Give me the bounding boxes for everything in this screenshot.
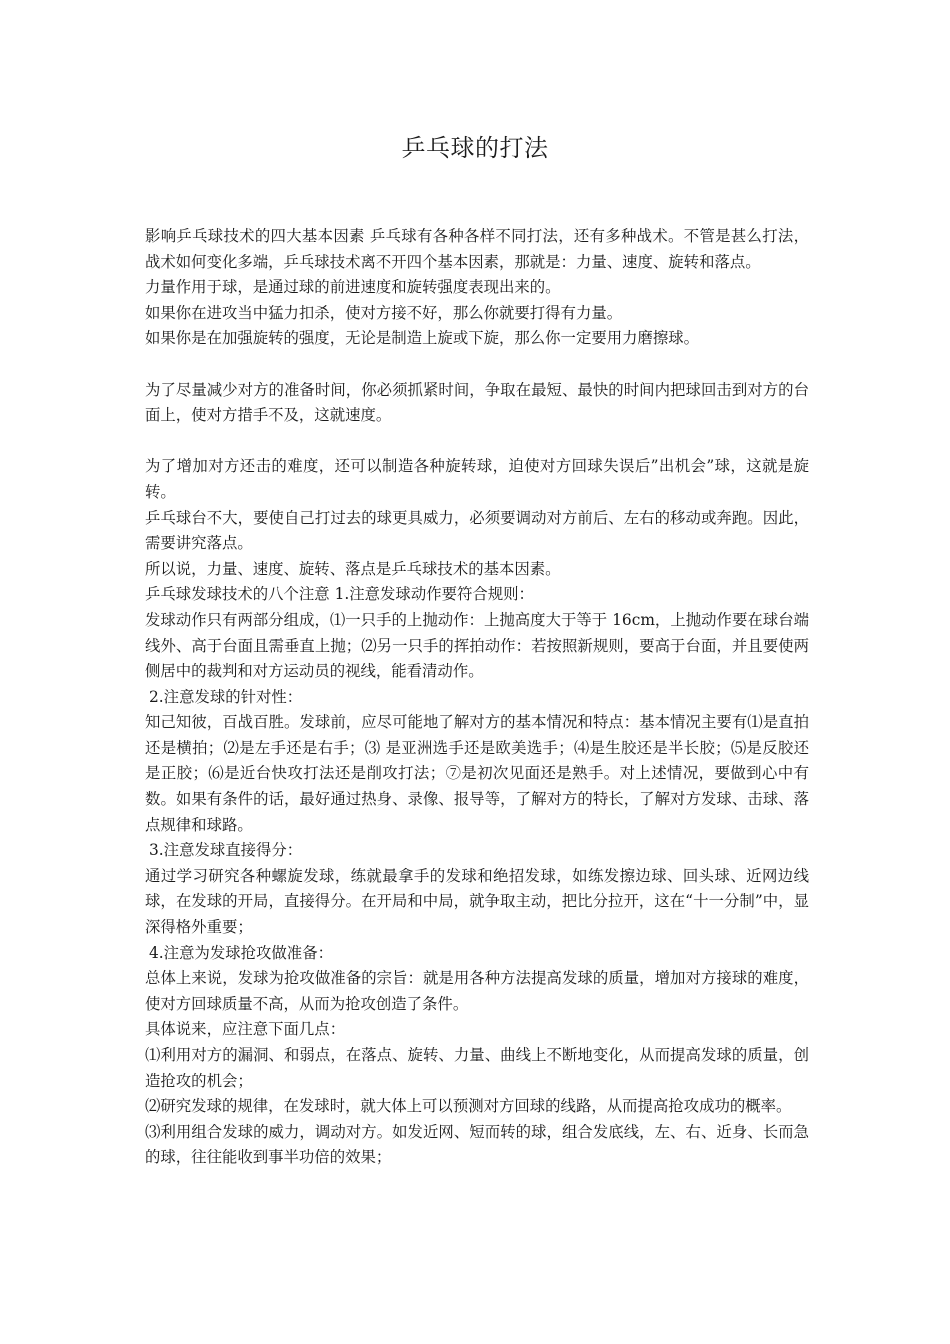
paragraph-placement: 乒乓球台不大，要使自己打过去的球更具威力，必须要调动对方前后、左右的移动或奔跑。因此，需要讲究落点。 — [145, 508, 809, 553]
section-heading-targeting: 2.注意发球的针对性： — [149, 687, 303, 706]
paragraph-serve-heading: 乒乓球发球技术的八个注意 1.注意发球动作要符合规则： — [145, 585, 534, 604]
paragraph-spin: 为了增加对方还击的难度，还可以制造各种旋转球，迫使对方回球失误后”出机会”球，这就是旋转。 — [145, 457, 809, 501]
paragraph-targeting: 知己知彼，百战百胜。发球前，应尽可能地了解对方的基本情况和特点：基本情况主要有⑴是直拍还是横拍；⑵是左手还是右手；⑶ 是亚洲选手还是欧美选手；⑷是生胶还是半长胶；⑸是反胶还是正胶；⑹是近台快攻打法还是削攻打法；⑦是初次见面还是熟手。对上述情况，要做到心中有数。如果有条件的话，最好通过热身、录像、报导等，了解对方的特长，了解对方发球、击球、落点规律和球路。 — [145, 713, 809, 834]
section-heading-attack-prep: 4.注意为发球抢攻做准备： — [149, 943, 333, 962]
document-title: 乒乓球的打法 — [401, 134, 549, 162]
document-body — [145, 224, 809, 1171]
paragraph-power: 力量作用于球，是通过球的前进速度和旋转强度表现出来的。 — [145, 278, 561, 297]
paragraph-serve-rules: 发球动作只有两部分组成，⑴一只手的上抛动作：上抛高度大于等于 16cm，上抛动作要在球台端线外、高于台面且需垂直上抛；⑵另一只手的挥拍动作：若按照新规则，要高于台面，并且要使两侧居中的裁判和对方运动员的视线，能看清动作。 — [145, 610, 809, 681]
paragraph-spin-strength: 如果你是在加强旋转的强度，无论是制造上旋或下旋，那么你一定要用力磨擦球。 — [145, 329, 700, 348]
section-heading-direct-score: 3.注意发球直接得分： — [149, 841, 303, 860]
paragraph-points-intro: 具体说来，应注意下面几点： — [145, 1020, 346, 1039]
paragraph-spacer — [145, 352, 809, 378]
paragraph-speed: 为了尽量减少对方的准备时间，你必须抓紧时间，争取在最短、最快的时间内把球回击到对方的台面上，使对方措手不及，这就速度。 — [145, 380, 809, 425]
list-item-point-1: ⑴利用对方的漏洞、和弱点，在落点、旋转、力量、曲线上不断地变化，从而提高发球的质量，创造抢攻的机会； — [145, 1046, 809, 1090]
list-item-point-2: ⑵研究发球的规律，在发球时，就大体上可以预测对方回球的线路，从而提高抢攻成功的概率。 — [145, 1097, 792, 1116]
paragraph-attack-prep: 总体上来说，发球为抢攻做准备的宗旨：就是用各种方法提高发球的质量，增加对方接球的难度，使对方回球质量不高，从而为抢攻创造了条件。 — [145, 969, 809, 1013]
paragraph-spacer — [145, 429, 809, 455]
paragraph-smash: 如果你在进攻当中猛力扣杀，使对方接不好，那么你就要打得有力量。 — [145, 303, 623, 322]
list-item-point-3: ⑶利用组合发球的威力，调动对方。如发近网、短而转的球，组合发底线，左、右、近身、长而急的球，往往能收到事半功倍的效果； — [145, 1122, 809, 1167]
paragraph-summary: 所以说，力量、速度、旋转、落点是乒乓球技术的基本因素。 — [145, 559, 561, 578]
paragraph-four-factors: 影响乒乓球技术的四大基本因素 乒乓球有各种各样不同打法，还有多种战术。不管是甚么打法，战术如何变化多端，乒乓球技术离不开四个基本因素，那就是：力量、速度、旋转和落点。 — [145, 227, 809, 271]
paragraph-direct-score: 通过学习研究各种螺旋发球，练就最拿手的发球和绝招发球，如练发擦边球、回头球、近网边线球，在发球的开局，直接得分。在开局和中局，就争取主动，把比分拉开，这在“十一分制”中，显深得格外重要； — [145, 866, 809, 937]
